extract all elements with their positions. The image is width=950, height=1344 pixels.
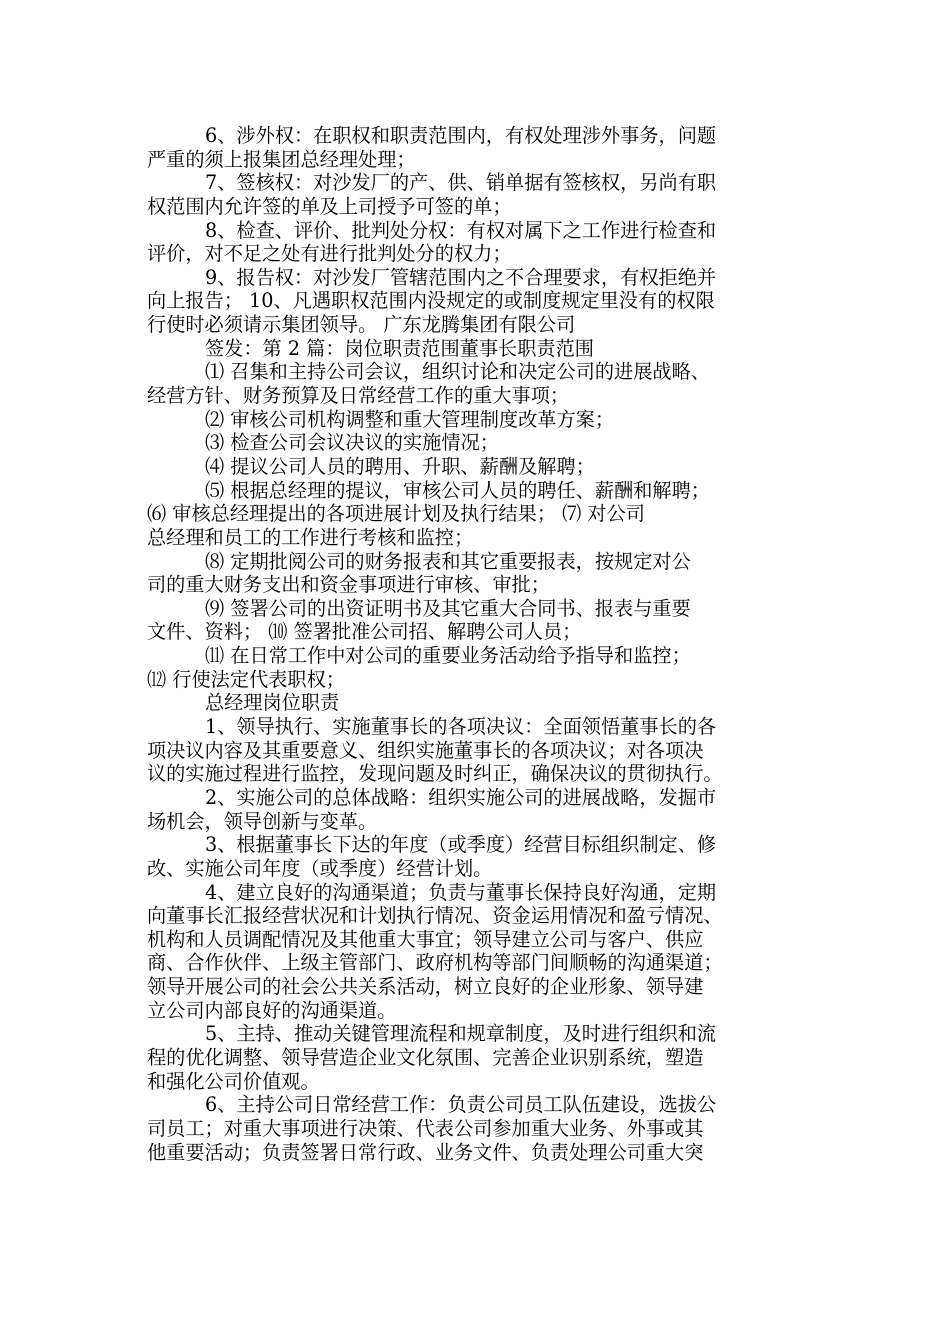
text-line: 评价，对不足之处有进行批判处分的权力； [147, 242, 512, 266]
text-line: 经营方针、财务预算及日常经营工作的重大事项； [147, 384, 570, 408]
text-line: ⑵ 审核公司机构调整和重大管理制度改革方案； [205, 407, 615, 431]
text-line: ⑴ 召集和主持公司会议，组织讨论和决定公司的进展战略、 [205, 360, 710, 384]
document-body [147, 124, 811, 1164]
text-line: 6、主持公司日常经营工作：负责公司员工队伍建设，选拔公 [205, 1093, 717, 1117]
text-line: 签发：第 2 篇：岗位职责范围董事长职责范围 [205, 336, 594, 360]
text-line: 3、根据董事长下达的年度（或季度）经营目标组织制定、修 [205, 833, 717, 857]
text-line: 5、主持、推动关键管理流程和规章制度，及时进行组织和流 [205, 1022, 717, 1046]
text-line: 向上报告； 10、凡遇职权范围内没规定的或制度规定里没有的权限 [147, 289, 715, 313]
text-line: 权范围内允许签的单及上司授予可签的单； [147, 194, 512, 218]
text-line: 6、涉外权：在职权和职责范围内，有权处理涉外事务，问题 [205, 124, 717, 147]
text-line: 8、检查、评价、批判处分权：有权对属下之工作进行检查和 [205, 218, 717, 242]
text-line: ⑼ 签署公司的出资证明书及其它重大合同书、报表与重要 [205, 596, 691, 620]
text-line: 向董事长汇报经营状况和计划执行情况、资金运用情况和盈亏情况、 [147, 904, 723, 928]
text-line: 1、领导执行、实施董事长的各项决议：全面领悟董事长的各 [205, 715, 717, 739]
text-line: 他重要活动；负责签署日常行政、业务文件、负责处理公司重大突 [147, 1140, 704, 1164]
text-line: 文件、资料； ⑽ 签署批准公司招、解聘公司人员； [147, 620, 582, 644]
text-line: 司的重大财务支出和资金事项进行审核、审批； [147, 573, 550, 597]
text-line: 4、建立良好的沟通渠道；负责与董事长保持良好沟通，定期 [205, 880, 717, 904]
text-line: 项决议内容及其重要意义、组织实施董事长的各项决议；对各项决 [147, 738, 704, 762]
text-line: ⑸ 根据总经理的提议，审核公司人员的聘任、薪酬和解聘； [205, 478, 710, 502]
text-line: 领导开展公司的社会公共关系活动，树立良好的企业形象、领导建 [147, 975, 704, 999]
text-line: 总经理岗位职责 [205, 691, 340, 715]
text-line: 行使时必须请示集团领导。 广东龙腾集团有限公司 [147, 313, 576, 337]
text-line: 议的实施过程进行监控，发现问题及时纠正，确保决议的贯彻执行。 [147, 762, 723, 786]
text-line: ⑷ 提议公司人员的聘用、升职、薪酬及解聘； [205, 454, 595, 478]
text-line: 总经理和员工的工作进行考核和监控； [147, 525, 474, 549]
text-line: ⑹ 审核总经理提出的各项进展计划及执行结果； ⑺ 对公司 [147, 502, 645, 526]
text-line: 机构和人员调配情况及其他重大事宜；领导建立公司与客户、供应 [147, 927, 704, 951]
text-line: ⑻ 定期批阅公司的财务报表和其它重要报表，按规定对公 [205, 549, 691, 573]
text-line: 商、合作伙伴、上级主管部门、政府机构等部门间顺畅的沟通渠道； [147, 951, 723, 975]
text-line: 2、实施公司的总体战略：组织实施公司的进展战略，发掘市 [205, 785, 717, 809]
text-line: 司员工；对重大事项进行决策、代表公司参加重大业务、外事或其 [147, 1116, 704, 1140]
text-line: 和强化公司价值观。 [147, 1069, 320, 1093]
text-line: ⑶ 检查公司会议决议的实施情况； [205, 431, 499, 455]
text-line: ⑾ 在日常工作中对公司的重要业务活动给予指导和监控； [205, 644, 691, 668]
text-line: 程的优化调整、领导营造企业文化氛围、完善企业识别系统，塑造 [147, 1045, 704, 1069]
text-line: ⑿ 行使法定代表职权； [147, 667, 345, 691]
text-line: 7、签核权：对沙发厂的产、供、销单据有签核权，另尚有职 [205, 171, 717, 195]
text-line: 场机会，领导创新与变革。 [147, 809, 378, 833]
text-line: 严重的须上报集团总经理处理； [147, 147, 416, 171]
text-line: 改、实施公司年度（或季度）经营计划。 [147, 856, 493, 880]
text-line: 立公司内部良好的沟通渠道。 [147, 998, 397, 1022]
text-line: 9、报告权：对沙发厂管辖范围内之不合理要求，有权拒绝并 [205, 265, 717, 289]
